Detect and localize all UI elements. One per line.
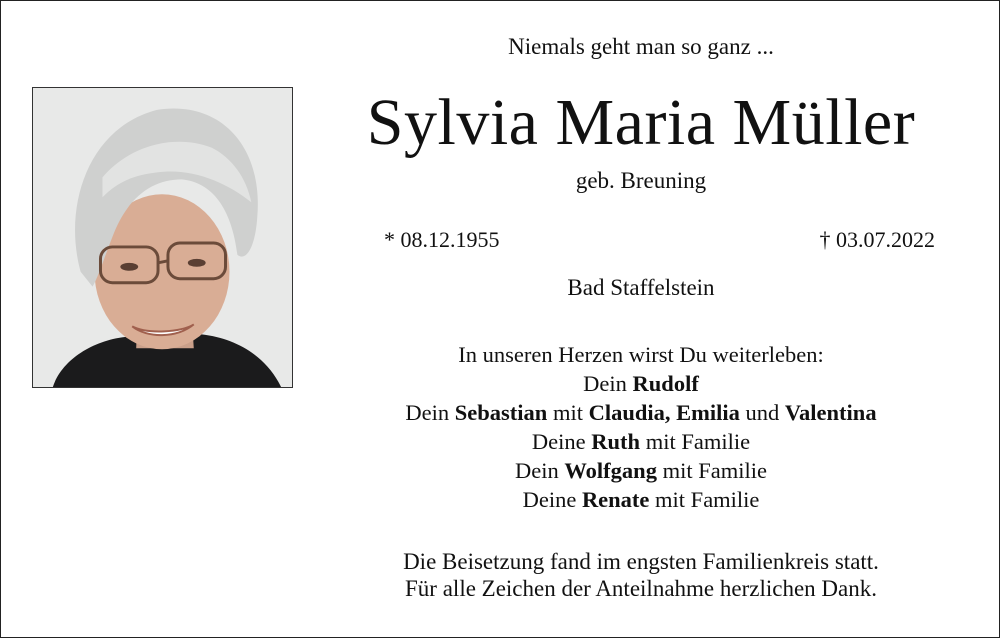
mourner-line [301,398,981,427]
mourner-text: Dein [515,458,565,483]
birth-name: geb. Breuning [575,168,707,193]
place: Bad Staffelstein [567,275,715,300]
mourner-text: Dein [405,400,455,425]
death-date-value: 03.07.2022 [836,227,935,252]
mourner-name: Rudolf [632,371,699,396]
motto: Niemals geht man so ganz ... [508,34,774,59]
mourner-name: Sebastian [454,400,548,425]
portrait-photo [32,87,293,388]
mourners-block [301,340,981,514]
deceased-name: Sylvia Maria Müller [366,86,916,159]
closing-line: Für alle Zeichen der Anteilnahme herzlichen Dank. [405,576,877,601]
birth-star-icon: * [384,227,395,252]
mourner-text: mit Familie [640,429,751,454]
mourners-intro: In unseren Herzen wirst Du weiterleben: [458,342,824,367]
portrait-illustration [33,88,292,387]
closing-line: Die Beisetzung fand im engsten Familienkreis statt. [403,549,879,574]
mourner-text: Dein [583,371,633,396]
mourner-line [301,485,981,514]
birth-date-value: 08.12.1955 [400,227,500,252]
mourner-line [301,427,981,456]
mourner-text: und [739,400,785,425]
mourner-text: Deine [531,429,592,454]
mourner-text: mit Familie [649,487,760,512]
birth-date [384,226,500,254]
mourner-text: mit [547,400,589,425]
mourner-text: Deine [522,487,582,512]
mourner-name: Ruth [591,429,641,454]
mourner-line [301,456,981,485]
mourner-name: Renate [581,487,650,512]
mourner-name: Claudia, Emilia [588,400,740,425]
death-cross-icon: † [819,227,831,252]
mourner-name: Wolfgang [564,458,657,483]
closing-block [301,548,981,602]
mourner-text: mit Familie [656,458,767,483]
mourner-lines [301,369,981,514]
mourner-line [301,369,981,398]
death-date [820,226,936,254]
mourner-name: Valentina [784,400,877,425]
